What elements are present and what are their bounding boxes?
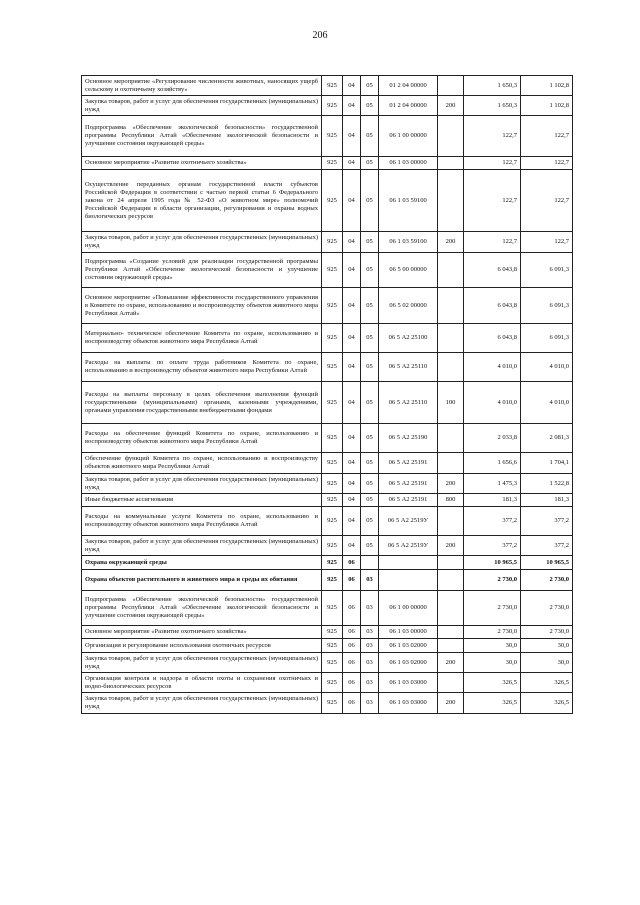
section-code: 04 bbox=[343, 324, 361, 353]
table-row bbox=[82, 591, 573, 626]
section-code: 04 bbox=[343, 494, 361, 507]
subsection-code: 05 bbox=[361, 157, 379, 170]
amount-year-2: 6 091,3 bbox=[521, 288, 573, 324]
amount-year-2: 1 102,8 bbox=[521, 76, 573, 96]
expense-type-code bbox=[438, 253, 464, 288]
amount-year-1: 30,0 bbox=[464, 639, 521, 653]
expense-type-code bbox=[438, 639, 464, 653]
amount-year-2: 2 730,0 bbox=[521, 570, 573, 591]
expense-type-code: 200 bbox=[438, 653, 464, 673]
admin-code: 925 bbox=[322, 673, 343, 693]
section-code: 04 bbox=[343, 507, 361, 536]
section-code: 04 bbox=[343, 253, 361, 288]
amount-year-1: 122,7 bbox=[464, 157, 521, 170]
expense-type-code bbox=[438, 288, 464, 324]
admin-code: 925 bbox=[322, 494, 343, 507]
subsection-code: 05 bbox=[361, 494, 379, 507]
table-row bbox=[82, 288, 573, 324]
section-code: 04 bbox=[343, 288, 361, 324]
target-article-code bbox=[379, 556, 438, 570]
admin-code: 925 bbox=[322, 693, 343, 714]
expense-type-code bbox=[438, 507, 464, 536]
amount-year-1: 2 730,0 bbox=[464, 570, 521, 591]
amount-year-2: 377,2 bbox=[521, 507, 573, 536]
subsection-code: 05 bbox=[361, 453, 379, 474]
subsection-code: 05 bbox=[361, 170, 379, 232]
target-article-code: 06 5 00 00000 bbox=[379, 253, 438, 288]
amount-year-2: 6 091,3 bbox=[521, 253, 573, 288]
expense-name: Подпрограмма «Обеспечение экологической безопасности» государственной программы Республики Алтай «Обеспечение экологической безопасности и улучшение состояния окружающей среды» bbox=[82, 591, 322, 626]
admin-code: 925 bbox=[322, 453, 343, 474]
amount-year-2: 30,0 bbox=[521, 653, 573, 673]
amount-year-1: 2 033,8 bbox=[464, 424, 521, 453]
section-code: 04 bbox=[343, 157, 361, 170]
admin-code: 925 bbox=[322, 382, 343, 424]
expense-type-code: 200 bbox=[438, 693, 464, 714]
section-code: 04 bbox=[343, 170, 361, 232]
amount-year-1: 30,0 bbox=[464, 653, 521, 673]
section-code: 04 bbox=[343, 353, 361, 382]
table-row bbox=[82, 232, 573, 253]
expense-type-code bbox=[438, 570, 464, 591]
target-article-code: 06 1 03 00000 bbox=[379, 626, 438, 639]
amount-year-2: 2 081,3 bbox=[521, 424, 573, 453]
target-article-code: 06 1 03 02000 bbox=[379, 653, 438, 673]
section-code: 04 bbox=[343, 96, 361, 116]
admin-code: 925 bbox=[322, 507, 343, 536]
admin-code: 925 bbox=[322, 591, 343, 626]
amount-year-1: 6 043,8 bbox=[464, 253, 521, 288]
amount-year-1: 6 043,8 bbox=[464, 324, 521, 353]
amount-year-2: 326,5 bbox=[521, 693, 573, 714]
target-article-code: 06 5 А2 25191 bbox=[379, 494, 438, 507]
target-article-code: 06 1 00 00000 bbox=[379, 116, 438, 157]
amount-year-1: 1 650,3 bbox=[464, 96, 521, 116]
admin-code: 925 bbox=[322, 76, 343, 96]
subsection-code: 03 bbox=[361, 626, 379, 639]
table-row bbox=[82, 693, 573, 714]
admin-code: 925 bbox=[322, 232, 343, 253]
admin-code: 925 bbox=[322, 157, 343, 170]
amount-year-2: 2 730,0 bbox=[521, 591, 573, 626]
admin-code: 925 bbox=[322, 324, 343, 353]
amount-year-1: 326,5 bbox=[464, 693, 521, 714]
amount-year-2: 122,7 bbox=[521, 232, 573, 253]
table-row bbox=[82, 96, 573, 116]
target-article-code: 06 5 А2 25100 bbox=[379, 324, 438, 353]
amount-year-2: 10 965,5 bbox=[521, 556, 573, 570]
table-row bbox=[82, 253, 573, 288]
admin-code: 925 bbox=[322, 96, 343, 116]
expense-name: Расходы на выплаты персоналу в целях обеспечения выполнения функций государственными (муниципальными) органами, казенными учреждениями, органами управления государственными внебюджетными фондами bbox=[82, 382, 322, 424]
target-article-code: 06 5 А2 25191 bbox=[379, 453, 438, 474]
expense-type-code bbox=[438, 556, 464, 570]
section-code: 06 bbox=[343, 693, 361, 714]
admin-code: 925 bbox=[322, 639, 343, 653]
expense-name: Основное мероприятие «Повышение эффективности государственного управления в Комитете по охране, использованию и воспроизводству объектов животного мира Республики Алтай» bbox=[82, 288, 322, 324]
admin-code: 925 bbox=[322, 170, 343, 232]
amount-year-1: 6 043,8 bbox=[464, 288, 521, 324]
expense-type-code bbox=[438, 626, 464, 639]
table-row bbox=[82, 324, 573, 353]
section-code: 06 bbox=[343, 570, 361, 591]
subsection-code: 03 bbox=[361, 639, 379, 653]
subsection-code: 05 bbox=[361, 382, 379, 424]
admin-code: 925 bbox=[322, 536, 343, 556]
section-code: 06 bbox=[343, 591, 361, 626]
expense-name: Основное мероприятие «Развитие охотничьего хозяйства» bbox=[82, 626, 322, 639]
subsection-code: 03 bbox=[361, 591, 379, 626]
amount-year-2: 122,7 bbox=[521, 170, 573, 232]
expense-type-code bbox=[438, 76, 464, 96]
table-row bbox=[82, 639, 573, 653]
subsection-code: 05 bbox=[361, 474, 379, 494]
admin-code: 925 bbox=[322, 474, 343, 494]
amount-year-1: 122,7 bbox=[464, 116, 521, 157]
expense-name: Закупка товаров, работ и услуг для обеспечения государственных (муниципальных) нужд bbox=[82, 474, 322, 494]
expense-type-code bbox=[438, 324, 464, 353]
subsection-code: 03 bbox=[361, 673, 379, 693]
admin-code: 925 bbox=[322, 424, 343, 453]
expense-type-code: 200 bbox=[438, 474, 464, 494]
expense-name: Обеспечение функций Комитета по охране, использованию и воспроизводству объектов животного мира Республики Алтай bbox=[82, 453, 322, 474]
table-row bbox=[82, 673, 573, 693]
expense-type-code: 200 bbox=[438, 536, 464, 556]
subsection-code: 05 bbox=[361, 96, 379, 116]
table-row bbox=[82, 570, 573, 591]
subsection-code: 05 bbox=[361, 424, 379, 453]
admin-code: 925 bbox=[322, 653, 343, 673]
expense-type-code: 200 bbox=[438, 232, 464, 253]
expense-name: Охрана окружающей среды bbox=[82, 556, 322, 570]
expense-name: Охрана объектов растительного и животного мира и среды их обитания bbox=[82, 570, 322, 591]
amount-year-1: 1 475,3 bbox=[464, 474, 521, 494]
expense-name: Закупка товаров, работ и услуг для обеспечения государственных (муниципальных) нужд bbox=[82, 693, 322, 714]
amount-year-2: 6 091,3 bbox=[521, 324, 573, 353]
amount-year-1: 2 730,0 bbox=[464, 626, 521, 639]
table-row bbox=[82, 556, 573, 570]
subsection-code: 05 bbox=[361, 353, 379, 382]
expense-name: Расходы на выплаты по оплате труда работников Комитета по охране, использованию и воспроизводству объектов животного мира Республики Алтай bbox=[82, 353, 322, 382]
subsection-code: 03 bbox=[361, 653, 379, 673]
target-article-code: 06 1 03 59100 bbox=[379, 170, 438, 232]
expense-name: Закупка товаров, работ и услуг для обеспечения государственных (муниципальных) нужд bbox=[82, 96, 322, 116]
subsection-code: 05 bbox=[361, 288, 379, 324]
table-row bbox=[82, 353, 573, 382]
subsection-code: 05 bbox=[361, 76, 379, 96]
expense-name: Подпрограмма «Создание условий для реализации государственной программы Республики Алтай «Обеспечение экологической безопасности и улучшение состояния окружающей среды» bbox=[82, 253, 322, 288]
expense-type-code: 200 bbox=[438, 96, 464, 116]
subsection-code: 05 bbox=[361, 507, 379, 536]
subsection-code bbox=[361, 556, 379, 570]
admin-code: 925 bbox=[322, 253, 343, 288]
target-article-code: 06 5 А2 2519У bbox=[379, 536, 438, 556]
subsection-code: 05 bbox=[361, 536, 379, 556]
section-code: 04 bbox=[343, 536, 361, 556]
admin-code: 925 bbox=[322, 570, 343, 591]
amount-year-2: 4 010,0 bbox=[521, 382, 573, 424]
admin-code: 925 bbox=[322, 288, 343, 324]
target-article-code: 06 5 А2 25110 bbox=[379, 353, 438, 382]
table-row bbox=[82, 424, 573, 453]
section-code: 06 bbox=[343, 556, 361, 570]
amount-year-1: 4 010,0 bbox=[464, 382, 521, 424]
page-number: 206 bbox=[312, 30, 328, 41]
expense-name: Расходы на коммунальные услуги Комитета по охране, использованию и воспроизводству объектов животного мира Республики Алтай bbox=[82, 507, 322, 536]
expense-name: Иные бюджетные ассигнования bbox=[82, 494, 322, 507]
subsection-code: 05 bbox=[361, 253, 379, 288]
target-article-code: 06 1 03 02000 bbox=[379, 639, 438, 653]
expense-name: Осуществление переданных органам государственной власти субъектов Российской Федерации в соответствии с частью первой статьи 6 Федерального закона от 24 апреля 1995 года № 52-ФЗ «О животном мире» полномочий Российской Федерации в области организации, регулирования и охраны водных биологических ресурсов bbox=[82, 170, 322, 232]
expense-type-code bbox=[438, 591, 464, 626]
table-row bbox=[82, 507, 573, 536]
expense-type-code bbox=[438, 170, 464, 232]
amount-year-1: 326,5 bbox=[464, 673, 521, 693]
amount-year-1: 377,2 bbox=[464, 507, 521, 536]
table-row bbox=[82, 76, 573, 96]
section-code: 04 bbox=[343, 76, 361, 96]
amount-year-1: 1 656,6 bbox=[464, 453, 521, 474]
expense-type-code bbox=[438, 157, 464, 170]
table-row bbox=[82, 536, 573, 556]
subsection-code: 05 bbox=[361, 232, 379, 253]
section-code: 06 bbox=[343, 673, 361, 693]
table-row bbox=[82, 170, 573, 232]
section-code: 04 bbox=[343, 453, 361, 474]
target-article-code: 06 1 03 00000 bbox=[379, 157, 438, 170]
amount-year-2: 4 010,0 bbox=[521, 353, 573, 382]
expense-name: Расходы на обеспечение функций Комитета по охране, использованию и воспроизводству объектов животного мира Республики Алтай bbox=[82, 424, 322, 453]
expense-type-code bbox=[438, 116, 464, 157]
table-row bbox=[82, 382, 573, 424]
amount-year-2: 122,7 bbox=[521, 157, 573, 170]
section-code: 04 bbox=[343, 232, 361, 253]
section-code: 06 bbox=[343, 653, 361, 673]
budget-table-body bbox=[82, 76, 573, 714]
expense-name: Материально- техническое обеспечение Комитета по охране, использованию и воспроизводству объектов животного мира Республики Алтай bbox=[82, 324, 322, 353]
target-article-code: 06 5 А2 25191 bbox=[379, 474, 438, 494]
admin-code: 925 bbox=[322, 556, 343, 570]
target-article-code: 06 1 03 59100 bbox=[379, 232, 438, 253]
subsection-code: 03 bbox=[361, 570, 379, 591]
amount-year-2: 1 522,8 bbox=[521, 474, 573, 494]
expense-type-code: 100 bbox=[438, 382, 464, 424]
target-article-code: 06 5 А2 25110 bbox=[379, 382, 438, 424]
amount-year-2: 122,7 bbox=[521, 116, 573, 157]
table-row bbox=[82, 157, 573, 170]
expense-type-code bbox=[438, 424, 464, 453]
amount-year-2: 326,5 bbox=[521, 673, 573, 693]
target-article-code: 01 2 04 00000 bbox=[379, 96, 438, 116]
target-article-code: 06 5 А2 25190 bbox=[379, 424, 438, 453]
amount-year-2: 1 704,1 bbox=[521, 453, 573, 474]
amount-year-2: 30,0 bbox=[521, 639, 573, 653]
expense-name: Закупка товаров, работ и услуг для обеспечения государственных (муниципальных) нужд bbox=[82, 653, 322, 673]
amount-year-1: 181,3 bbox=[464, 494, 521, 507]
amount-year-1: 10 965,5 bbox=[464, 556, 521, 570]
expense-type-code bbox=[438, 453, 464, 474]
target-article-code: 06 5 А2 2519У bbox=[379, 507, 438, 536]
table-row bbox=[82, 474, 573, 494]
expense-name: Организация и регулирование использования охотничьих ресурсов bbox=[82, 639, 322, 653]
target-article-code bbox=[379, 570, 438, 591]
amount-year-2: 181,3 bbox=[521, 494, 573, 507]
section-code: 04 bbox=[343, 116, 361, 157]
expense-name: Организация контроля и надзора в области охоты и сохранения охотничьих и водно-биологических ресурсов bbox=[82, 673, 322, 693]
target-article-code: 06 1 03 03000 bbox=[379, 693, 438, 714]
amount-year-1: 1 650,3 bbox=[464, 76, 521, 96]
expense-name: Основное мероприятие «Регулирование численности животных, наносящих ущерб сельскому и охотничьему хозяйству» bbox=[82, 76, 322, 96]
section-code: 04 bbox=[343, 382, 361, 424]
expense-type-code bbox=[438, 353, 464, 382]
target-article-code: 06 5 02 00000 bbox=[379, 288, 438, 324]
amount-year-1: 122,7 bbox=[464, 232, 521, 253]
target-article-code: 06 1 00 00000 bbox=[379, 591, 438, 626]
target-article-code: 06 1 03 03000 bbox=[379, 673, 438, 693]
admin-code: 925 bbox=[322, 626, 343, 639]
table-row bbox=[82, 116, 573, 157]
expense-name: Подпрограмма «Обеспечение экологической безопасности» государственной программы Республики Алтай «Обеспечение экологической безопасности и улучшение состояния окружающей среды» bbox=[82, 116, 322, 157]
subsection-code: 03 bbox=[361, 693, 379, 714]
amount-year-1: 122,7 bbox=[464, 170, 521, 232]
section-code: 06 bbox=[343, 626, 361, 639]
admin-code: 925 bbox=[322, 116, 343, 157]
amount-year-2: 377,2 bbox=[521, 536, 573, 556]
section-code: 04 bbox=[343, 424, 361, 453]
section-code: 04 bbox=[343, 474, 361, 494]
table-row bbox=[82, 626, 573, 639]
section-code: 06 bbox=[343, 639, 361, 653]
subsection-code: 05 bbox=[361, 324, 379, 353]
amount-year-2: 1 102,8 bbox=[521, 96, 573, 116]
expense-name: Закупка товаров, работ и услуг для обеспечения государственных (муниципальных) нужд bbox=[82, 536, 322, 556]
table-row bbox=[82, 653, 573, 673]
expense-name: Основное мероприятие «Развитие охотничьего хозяйства» bbox=[82, 157, 322, 170]
target-article-code: 01 2 04 00000 bbox=[379, 76, 438, 96]
table-row bbox=[82, 494, 573, 507]
amount-year-1: 2 730,0 bbox=[464, 591, 521, 626]
expense-name: Закупка товаров, работ и услуг для обеспечения государственных (муниципальных) нужд bbox=[82, 232, 322, 253]
subsection-code: 05 bbox=[361, 116, 379, 157]
amount-year-2: 2 730,0 bbox=[521, 626, 573, 639]
table-row bbox=[82, 453, 573, 474]
admin-code: 925 bbox=[322, 353, 343, 382]
expense-type-code bbox=[438, 673, 464, 693]
expense-type-code: 800 bbox=[438, 494, 464, 507]
budget-table bbox=[81, 75, 573, 714]
amount-year-1: 4 010,0 bbox=[464, 353, 521, 382]
amount-year-1: 377,2 bbox=[464, 536, 521, 556]
